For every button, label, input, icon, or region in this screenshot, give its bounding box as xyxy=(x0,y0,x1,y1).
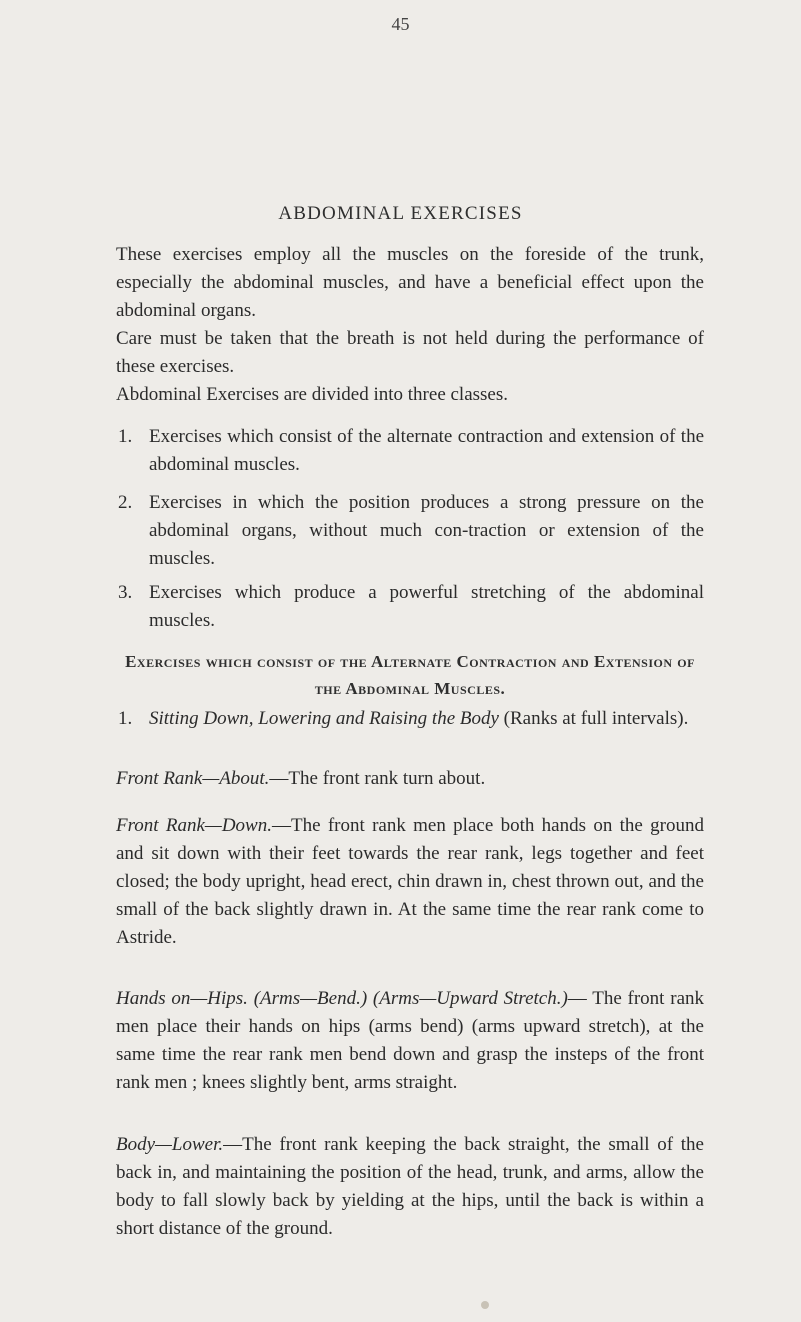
exercise-step xyxy=(116,985,704,1097)
exercise-title: Sitting Down, Lowering and Raising the Body xyxy=(149,708,499,729)
class-list-item xyxy=(118,489,704,573)
class-text: Exercises which consist of the alternate contraction and extension of the abdominal muscles. xyxy=(149,426,704,475)
step-command: Front Rank—About. xyxy=(116,768,270,789)
exercise-step xyxy=(116,1131,704,1243)
step-text: — The front rank men place their hands on hips (arms bend) (arms upward stretch), at the same time the rear rank men bend down and grasp the insteps of the front rank men ; knees slightly bent, arms straight. xyxy=(116,988,704,1093)
page-title: ABDOMINAL EXERCISES xyxy=(278,203,523,224)
class-number: 3. xyxy=(118,582,133,603)
intro-paragraph: Care must be taken that the breath is not held during the performance of these exercises. xyxy=(116,328,704,377)
exercise-step xyxy=(116,812,704,952)
class-list-item xyxy=(118,423,704,479)
class-list-item xyxy=(118,579,704,635)
step-text: —The front rank turn about. xyxy=(269,768,486,789)
intro-paragraph: Abdominal Exercises are divided into three classes. xyxy=(116,384,509,405)
step-command: Front Rank—Down. xyxy=(116,815,272,836)
step-command: Body—Lower. xyxy=(116,1134,224,1155)
step-text: —The front rank men place both hands on the ground and sit down with their feet towards the rear rank, legs together and feet closed; the body upright, head erect, chin drawn in, chest thrown out, and the small of the back slightly drawn in. At the same time the rear rank come to Astride. xyxy=(116,815,704,948)
step-command: Hands on—Hips. (Arms—Bend.) (Arms—Upward Stretch.) xyxy=(116,988,568,1009)
intro-paragraph: These exercises employ all the muscles on the foreside of the trunk, especially the abdominal muscles, and have a beneficial effect upon the abdominal organs. xyxy=(116,244,704,321)
section-heading: Exercises which consist of the Alternate Contraction and Extension of the Abdominal Muscles. xyxy=(125,652,695,698)
step-text: —The front rank keeping the back straight, the small of the back in, and maintaining the position of the head, trunk, and arms, allow the body to fall slowly back by yielding at the hips, until the back is within a short distance of the ground. xyxy=(116,1134,704,1239)
class-text: Exercises in which the position produces a strong pressure on the abdominal organs, without much con-traction or extension of the muscles. xyxy=(149,492,704,569)
exercise-note: (Ranks at full intervals). xyxy=(498,708,689,729)
decorative-dot xyxy=(481,1301,489,1309)
class-text: Exercises which produce a powerful stretching of the abdominal muscles. xyxy=(149,582,704,631)
page-number: 45 xyxy=(391,14,410,34)
class-number: 2. xyxy=(118,492,133,513)
class-number: 1. xyxy=(118,426,133,447)
exercise-number: 1. xyxy=(118,708,133,729)
exercise-title-line xyxy=(118,705,704,733)
exercise-step xyxy=(116,765,704,793)
